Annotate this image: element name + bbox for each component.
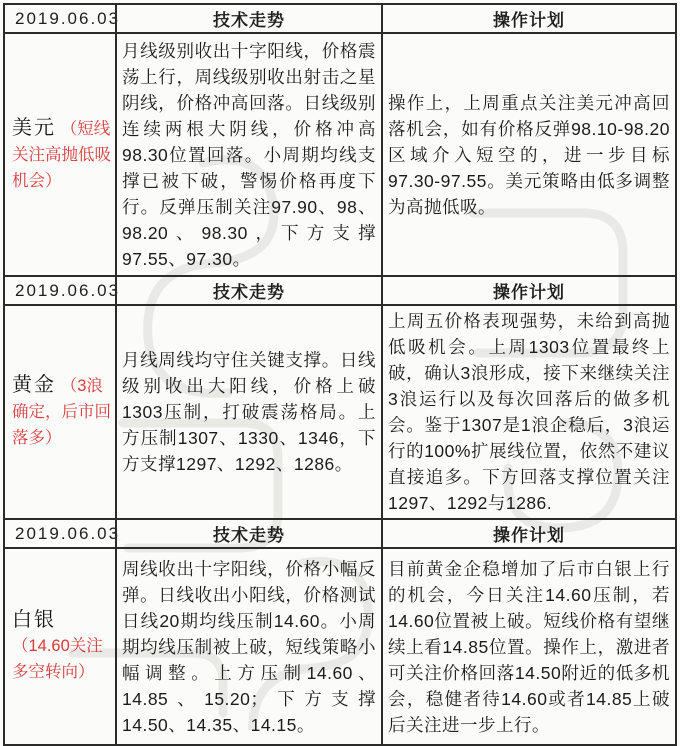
section-gold-body-row bbox=[5, 306, 675, 520]
plan-cell-gold bbox=[381, 306, 675, 518]
date-cell: 2019.06.03 bbox=[15, 523, 121, 543]
asset-name: 黄金 bbox=[12, 374, 56, 396]
section-usd-header-row bbox=[5, 5, 675, 34]
operation-plan-header: 操作计划 bbox=[381, 277, 675, 304]
date-cell: 2019.06.03 bbox=[15, 8, 121, 28]
date-cell: 2019.06.03 bbox=[15, 280, 121, 300]
operation-plan-header: 操作计划 bbox=[381, 5, 675, 32]
asset-note: （3浪确定，后市回落多） bbox=[12, 377, 111, 447]
asset-note: （14.60关注多空转向） bbox=[12, 637, 103, 681]
asset-cell-silver bbox=[5, 549, 115, 744]
asset-name: 美元 bbox=[12, 116, 56, 139]
page bbox=[3, 3, 677, 735]
technical-text: 月线级别收出十字阳线，价格震荡上行，周线级别收出射击之星阴线，价格冲高回落。日线级别连续两根大阴线，价格冲高98.30位置回落。小周期均线支撑已被下破，警惕价格再度下行。反弹压制关注97.90、98、98.20、98.30，下方支撑97.55、97.30。 bbox=[122, 40, 376, 269]
asset-cell-usd bbox=[5, 34, 115, 275]
asset-cell-gold bbox=[5, 306, 115, 518]
technical-cell-usd bbox=[115, 34, 381, 275]
analysis-table bbox=[3, 3, 677, 746]
technical-trend-header: 技术走势 bbox=[115, 5, 381, 32]
plan-cell-silver bbox=[381, 549, 675, 744]
section-usd-body-row bbox=[5, 34, 675, 277]
asset-note: （短线关注高抛低吸机会） bbox=[12, 119, 111, 190]
plan-text: 操作上，上周重点关注美元冲高回落机会，如有价格反弹98.10-98.20区域介入短空的，进一步目标97.30-97.55。美元策略由低多调整为高抛低吸。 bbox=[388, 92, 670, 217]
technical-text: 周线收出十字阳线，价格小幅反弹。日线收出小阳线，价格测试日线20期均线压制14.60。小周期均线压制被上破，短线策略小幅调整。上方压制14.60、14.85、15.20；下方支撑14.50、14.35、14.15。 bbox=[122, 558, 376, 735]
plan-cell-usd bbox=[381, 34, 675, 275]
plan-text: 目前黄金企稳增加了后市白银上行的机会，今日关注14.60压制，若14.60位置被上破。短线价格有望继续上看14.85位置。操作上，激进者可关注价格回落14.50附近的低多机会，稳健者待14.60或者14.85上破后关注进一步上行。 bbox=[388, 558, 670, 735]
operation-plan-header: 操作计划 bbox=[381, 520, 675, 547]
technical-trend-header: 技术走势 bbox=[115, 520, 381, 547]
technical-trend-header: 技术走势 bbox=[115, 277, 381, 304]
section-silver-header-row bbox=[5, 520, 675, 549]
technical-cell-silver bbox=[115, 549, 381, 744]
section-gold-header-row bbox=[5, 277, 675, 306]
technical-text: 月线周线均守住关键支撑。日线级别收出大阳线，价格上破1303压制，打破震荡格局。上方压制1307、1330、1346，下方支撑1297、1292、1286。 bbox=[122, 350, 376, 474]
asset-name: 白银 bbox=[12, 609, 56, 631]
technical-cell-gold bbox=[115, 306, 381, 518]
plan-text: 上周五价格表现强势，未给到高抛低吸机会。上周1303位置最终上破，确认3浪形成，接下来继续关注3浪运行以及每次回落后的做多机会。鉴于1307是1浪企稳后，3浪运行的100%扩展线位置，依然不建议直接追多。下方回落支撑位置关注1297、1292与1286. bbox=[388, 311, 670, 513]
section-silver-body-row bbox=[5, 549, 675, 744]
